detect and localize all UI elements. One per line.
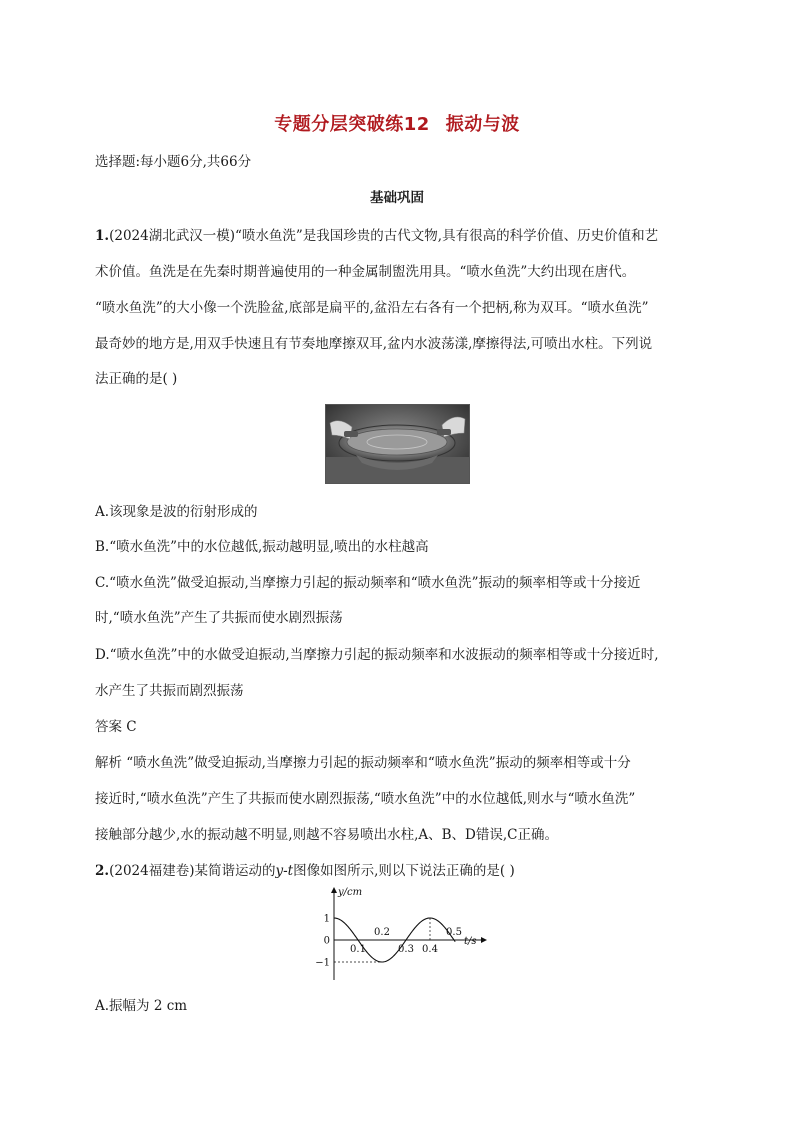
q1-option-d-cont: 水产生了共振而剧烈振荡 — [95, 683, 244, 699]
q1-analysis-2: 接近时,“喷水鱼洗”产生了共振而使水剧烈振荡,“喷水鱼洗”中的水位越低,则水与“喷水鱼洗” — [95, 791, 636, 807]
q1-analysis-1: 解析 “喷水鱼洗”做受迫振动,当摩擦力引起的振动频率和“喷水鱼洗”振动的频率相等或十分 — [95, 755, 631, 771]
x-tick-label: 0.5 — [446, 927, 462, 938]
page-title — [0, 110, 794, 136]
y-tick-label: 0 — [323, 935, 330, 947]
q1-option-b: B.“喷水鱼洗”中的水位越低,振动越明显,喷出的水柱越高 — [95, 539, 429, 555]
q1-option-c-cont: 时,“喷水鱼洗”产生了共振而使水剧烈振荡 — [95, 610, 343, 626]
x-axis-label: t/s — [464, 936, 477, 947]
intro-text: 选择题:每小题6分,共66分 — [95, 154, 252, 170]
q2-stem: 2.(2024福建卷)某简谐运动的y-t图像如图所示,则以下说法正确的是( ) — [95, 863, 515, 879]
q1-option-a: A.该现象是波的衍射形成的 — [95, 504, 258, 520]
q2-option-a: A.振幅为 2 cm — [95, 998, 188, 1014]
y-tick-label: −1 — [315, 957, 330, 969]
q1-line-2: 术价值。鱼洗是在先秦时期普遍使用的一种金属制盥洗用具。“喷水鱼洗”大约出现在唐代。 — [95, 264, 636, 280]
q1-line-1: 1.(2024湖北武汉一模)“喷水鱼洗”是我国珍贵的古代文物,具有很高的科学价值、历史价值和艺 — [95, 228, 659, 244]
q1-line-5: 法正确的是( ) — [95, 371, 178, 387]
q1-answer: 答案 C — [95, 719, 137, 735]
q1-line-3: “喷水鱼洗”的大小像一个洗脸盆,底部是扁平的,盆沿左右各有一个把柄,称为双耳。“喷水鱼洗” — [95, 300, 649, 316]
x-axis-arrow — [481, 937, 487, 943]
q1-option-d: D.“喷水鱼洗”中的水做受迫振动,当摩擦力引起的振动频率和水波振动的频率相等或十分接近时, — [95, 647, 659, 663]
x-tick-label: 0.4 — [422, 944, 438, 955]
section-heading: 基础巩固 — [370, 190, 424, 206]
title-main: 专题分层突破练12 — [274, 114, 430, 135]
q1-option-c: C.“喷水鱼洗”做受迫振动,当摩擦力引起的振动频率和“喷水鱼洗”振动的频率相等或十分接近 — [95, 575, 641, 591]
q1-analysis-3: 接触部分越少,水的振动越不明显,则越不容易喷出水柱,A、B、D错误,C正确。 — [95, 827, 558, 843]
y-tick-label: 1 — [323, 913, 330, 925]
x-tick-label: 0.2 — [374, 927, 390, 938]
y-axis-arrow — [331, 887, 337, 893]
y-axis-label: y/cm — [338, 887, 363, 898]
q1-number: 1. — [95, 228, 110, 244]
q2-number: 2. — [95, 863, 110, 879]
title-sub: 振动与波 — [445, 114, 520, 135]
q2-variable: y-t — [275, 863, 294, 879]
x-tick-label: 0.3 — [398, 944, 414, 955]
x-tick-label: 0.1 — [350, 944, 366, 955]
fish-basin-photo — [325, 404, 470, 484]
y-t-graph — [310, 885, 490, 985]
q1-line-4: 最奇妙的地方是,用双手快速且有节奏地摩擦双耳,盆内水波荡漾,摩擦得法,可喷出水柱。下列说 — [95, 336, 653, 352]
